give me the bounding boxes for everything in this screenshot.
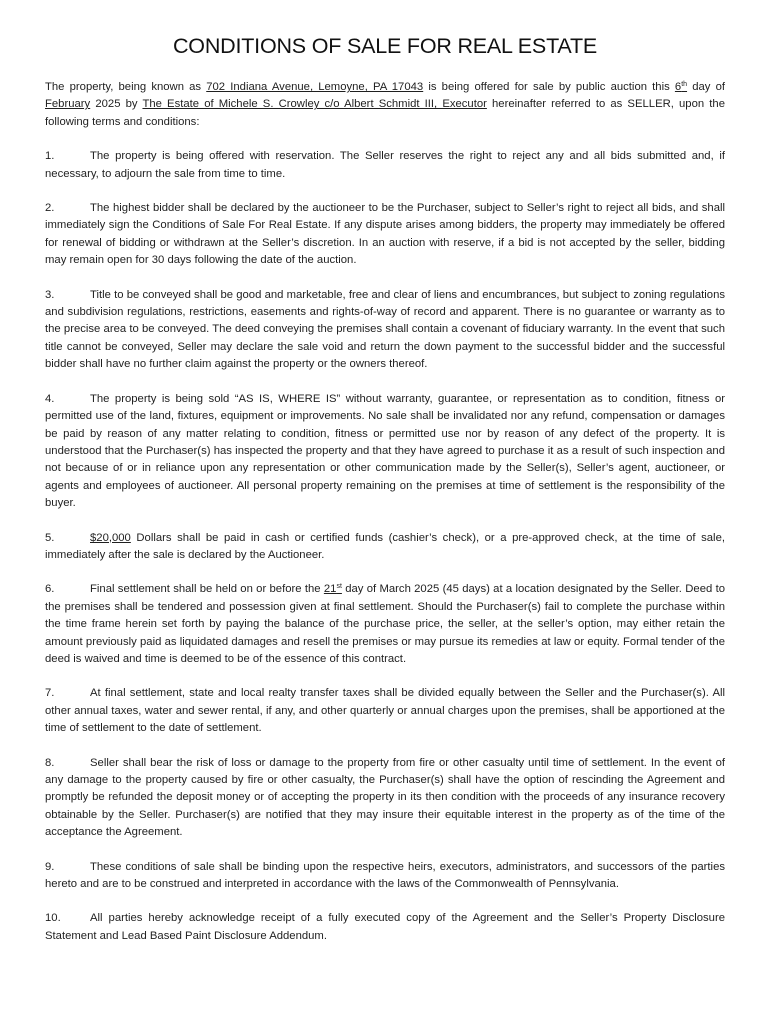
clause-9 (45, 859, 725, 894)
clause-text: The property is being offered with reservation. The Seller reserves the right to reject any and all bids submitted and, if necessary, to adjourn the sale from time to time. (45, 150, 725, 180)
clause-text: Dollars shall be paid in cash or certified funds (cashier’s check), or a pre-approved check, at the time of sale, immediately after the sale is declared by the Auctioneer. (45, 531, 725, 561)
clause-number: 8. (45, 756, 55, 769)
intro-text: The property, being known as (45, 81, 207, 93)
clause-text: Title to be conveyed shall be good and marketable, free and clear of liens and encumbrances, but subject to zoning regulations and subdivision regulations, restrictions, easements and rights-of-way of record and apparent. There is no guarantee or warranty as to the precise area to be conveyed. The deed conveying the premises shall contain a covenant of fiduciary warranty. In the event that such title cannot be conveyed, Seller may declare the sale void and return the down payment to the successful bidder and the successful bidder shall have no further claim against the property or the owners thereof. (45, 288, 725, 371)
settlement-day: 21st (323, 583, 342, 596)
clause-text: At final settlement, state and local realty transfer taxes shall be divided equally between the Seller and the Purchaser(s). All other annual taxes, water and sewer rental, if any, and other quarterly or annual charges upon the premises, shall be apportioned at the time of settlement to the date of settlement. (45, 687, 725, 735)
document-page (45, 32, 725, 962)
deposit-amount: $20,000 (90, 531, 131, 544)
clause-number: 4. (45, 392, 55, 405)
seller-name: The Estate of Michele S. Crowley c/o Albert Schmidt III, Executor (142, 98, 487, 111)
clause-number: 1. (45, 150, 55, 163)
clause-2 (45, 200, 725, 270)
clause-6 (45, 581, 725, 668)
clause-10 (45, 910, 725, 945)
clause-8 (45, 755, 725, 842)
clause-number: 2. (45, 202, 55, 215)
clause-text: All parties hereby acknowledge receipt of a fully executed copy of the Agreement and the Seller’s Property Disclosure Statement and Lead Based Paint Disclosure Addendum. (45, 912, 725, 942)
clause-number: 9. (45, 860, 55, 873)
clause-number: 6. (45, 583, 55, 596)
intro-paragraph (45, 79, 725, 131)
intro-text: day of (687, 81, 725, 93)
auction-month: February (45, 98, 91, 111)
clause-text: Final settlement shall be held on or before the (90, 583, 324, 596)
clause-number: 10. (45, 912, 61, 925)
clause-7 (45, 685, 725, 737)
intro-text: is being offered for sale by public auction this (423, 81, 675, 93)
clause-text: The property is being sold “AS IS, WHERE IS” without warranty, guarantee, or representation as to condition, fitness or permitted use of the land, fixtures, equipment or improvements. No sale shall be invalidated nor any refund, compensation or damages be paid by reason of any matter relating to condition, fitness or permitted use nor by reason of any defect of the property. It is understood that the Purchaser(s) has inspected the property and that they have agreed to purchase it as a result of such inspection and not because of or in reliance upon any representation or other communication made by the Seller(s), Seller’s agent, auctioneer, or agents and employees of auctioneer. All personal property remaining on the premises at time of settlement is the responsibility of the buyer. (45, 392, 725, 510)
property-address: 702 Indiana Avenue, Lemoyne, PA 17043 (206, 81, 424, 93)
document-title: CONDITIONS OF SALE FOR REAL ESTATE (172, 34, 598, 58)
clause-number: 7. (45, 687, 55, 700)
clause-5 (45, 530, 725, 565)
clause-text: day of March 2025 (45 days) at a location designated by the Seller. Deed to the premises shall be tendered and possession given at final settlement. Should the Purchaser(s) fail to complete the purchase within the time frame herein set forth by paying the balance of the purchase price, the seller, at the seller’s option, may either retain the amount previously paid as liquidated damages and resell the premises or may pursue its remedies at law or equity. Formal tender of the deed is waived and time is deemed to be of the essence of this contract. (45, 583, 725, 665)
auction-day: 6th (674, 81, 688, 93)
clause-text: The highest bidder shall be declared by the auctioneer to be the Purchaser, subject to Seller’s right to reject all bids, and shall immediately sign the Conditions of Sale For Real Estate. If any dispute arises among bidders, the property may immediately be offered for renewal of bidding or withdrawn at the Seller’s discretion. In an auction with reserve, if a bid is not accepted by the seller, bidding may remain open for 30 days following the date of the auction. (45, 202, 725, 267)
clause-1 (45, 148, 725, 183)
intro-text: 2025 by (90, 98, 143, 111)
clause-number: 5. (45, 531, 55, 544)
clause-text: Seller shall bear the risk of loss or damage to the property from fire or other casualty until time of settlement. In the event of any damage to the property caused by fire or other casualty, the Purchaser(s) shall have the option of rescinding the Agreement and promptly be refunded the deposit money or of accepting the property in its then condition with the proceeds of any insurance recovery obtainable by the Seller. Purchaser(s) are notified that they may insure their equitable interest in the property as of the time of the acceptance the Agreement. (45, 756, 725, 839)
intro-text: hereinafter referred to as SELLER, upon the following terms and conditions: (45, 98, 725, 128)
clause-4 (45, 391, 725, 513)
clause-3 (45, 287, 725, 374)
clause-number: 3. (45, 288, 55, 301)
clause-text: These conditions of sale shall be binding upon the respective heirs, executors, administrators, and successors of the parties hereto and are to be construed and interpreted in accordance with the laws of the Commonwealth of Pennsylvania. (45, 860, 725, 891)
